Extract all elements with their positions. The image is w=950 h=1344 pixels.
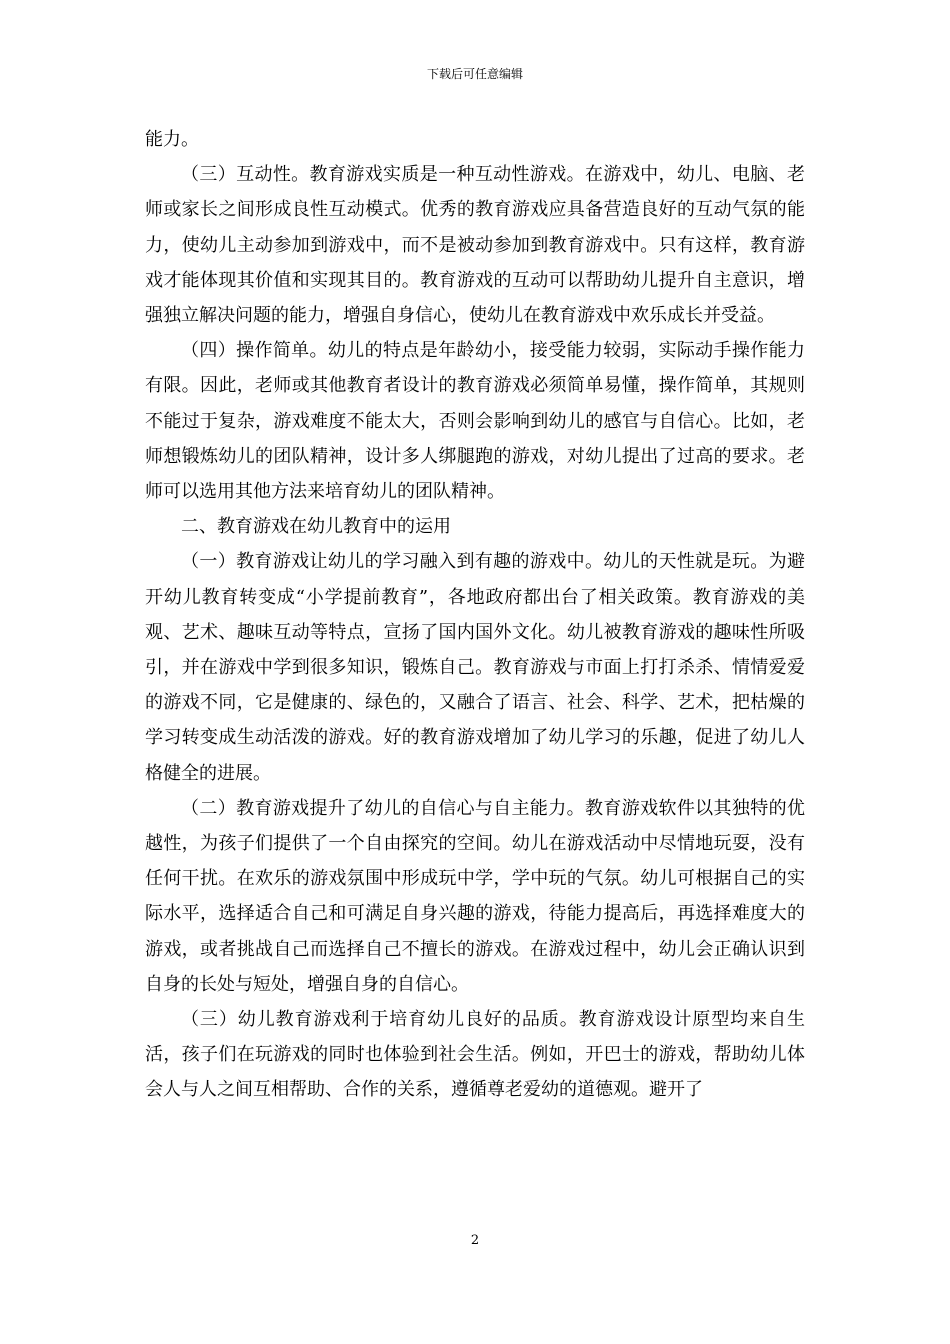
paragraph-interactivity: （三）互动性。教育游戏实质是一种互动性游戏。在游戏中，幼儿、电脑、老师或家长之间形成良性互动模式。优秀的教育游戏应具备营造良好的互动气氛的能力，使幼儿主动参加到游戏中，而不是被动参加到教育游戏中。只有这样，教育游戏才能体现其价值和实现其目的。教育游戏的互动可以帮助幼儿提升自主意识，增强独立解决问题的能力，增强自身信心，使幼儿在教育游戏中欢乐成长并受益。 (145, 164, 805, 327)
document-body (145, 122, 805, 1108)
page-header: 下载后可任意编辑 (426, 67, 523, 81)
paragraph-simple-operation: （四）操作简单。幼儿的特点是年龄幼小，接受能力较弱，实际动手操作能力有限。因此，老师或其他教育者设计的教育游戏必须简单易懂，操作简单，其规则不能过于复杂，游戏难度不能太大，否则会影响到幼儿的感官与自信心。比如，老师想锻炼幼儿的团队精神，设计多人绑腿跑的游戏，对幼儿提出了过高的要求。老师可以选用其他方法来培育幼儿的团队精神。 (145, 340, 805, 503)
paragraph-good-character: （三）幼儿教育游戏利于培育幼儿良好的品质。教育游戏设计原型均来自生活，孩子们在玩游戏的同时也体验到社会生活。例如，开巴士的游戏，帮助幼儿体会人与人之间互相帮助、合作的关系，遵循尊老爱幼的道德观。避开了 (145, 1009, 805, 1101)
paragraph-learning-fun: （一）教育游戏让幼儿的学习融入到有趣的游戏中。幼儿的天性就是玩。为避开幼儿教育转变成“小学提前教育”，各地政府都出台了相关政策。教育游戏的美观、艺术、趣味互动等特点，宣扬了国内国外文化。幼儿被教育游戏的趣味性所吸引，并在游戏中学到很多知识，锻炼自己。教育游戏与市面上打打杀杀、情情爱爱的游戏不同，它是健康的、绿色的，又融合了语言、社会、科学、艺术，把枯燥的学习转变成生动活泼的游戏。好的教育游戏增加了幼儿学习的乐趣，促进了幼儿人格健全的进展。 (145, 551, 805, 784)
section-heading: 二、教育游戏在幼儿教育中的运用 (181, 516, 451, 538)
paragraph-confidence: （二）教育游戏提升了幼儿的自信心与自主能力。教育游戏软件以其独特的优越性，为孩子们提供了一个自由探究的空间。幼儿在游戏活动中尽情地玩耍，没有任何干扰。在欢乐的游戏氛围中形成玩中学，学中玩的气氛。幼儿可根据自己的实际水平，选择适合自己和可满足自身兴趣的游戏，待能力提高后，再选择难度大的游戏，或者挑战自己而选择自己不擅长的游戏。在游戏过程中，幼儿会正确认识到自身的长处与短处，增强自身的自信心。 (145, 797, 805, 995)
page-number: 2 (470, 1233, 480, 1248)
paragraph-continuation: 能力。 (145, 129, 199, 150)
